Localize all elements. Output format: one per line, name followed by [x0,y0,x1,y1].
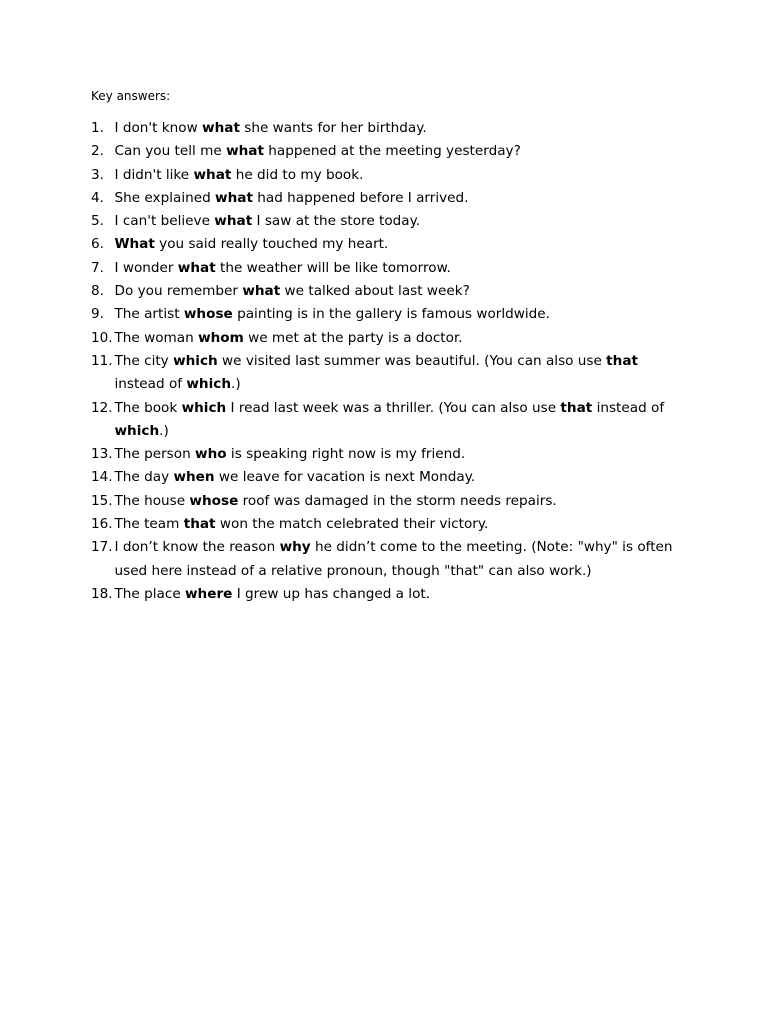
answer-text [115,350,682,397]
answer-text [115,187,682,210]
answer-text-segment: the weather will be like tomorrow. [215,259,451,276]
answer-text-segment: she wants for her birthday. [239,120,427,136]
answer-text-segment: She explained [114,189,216,206]
answer-text-segment: instead of [592,399,665,416]
answer-item [91,117,681,140]
answer-item [91,583,681,606]
answer-keyword: that [183,516,216,533]
answer-keyword: what [215,189,253,206]
answer-number: 15. [91,492,113,509]
answer-text-segment: I don't know [114,120,203,136]
answer-keyword: which [186,376,232,393]
answer-item [91,233,681,256]
answer-text [115,490,682,513]
answer-text [115,233,682,256]
answer-text-segment: won the match celebrated their victory. [215,516,489,533]
answer-keyword: who [195,446,227,463]
answer-text-segment: The place [114,585,185,602]
answer-text-segment: Can you tell me [114,143,227,160]
answer-text-segment: I can't believe [114,213,215,230]
answer-keyword: which [114,422,160,439]
answer-text [115,536,682,583]
answer-number: 1. [91,120,104,136]
answer-item [91,280,681,303]
answer-text [115,513,682,536]
answer-item [91,164,681,187]
answer-keyword: which [173,352,218,369]
answer-text [115,327,682,350]
answer-number: 9. [91,306,104,323]
answer-text [115,257,682,280]
answer-text-segment: he didn’t come to the meeting. (Note: "why" is often used here instead of a relative pronoun, though "that" can also work.) [114,539,673,579]
answer-number: 12. [91,399,113,416]
answer-text-segment: The book [114,399,182,416]
answer-text-segment: we leave for vacation is next Monday. [214,469,476,486]
answer-keyword: what [214,213,253,230]
answer-item [91,187,681,210]
answer-keyword: what [202,120,240,136]
answer-number: 11. [91,352,113,369]
answer-number: 18. [91,585,113,602]
answer-text-segment: The day [114,469,174,486]
answer-text-segment: The city [114,352,174,369]
answer-text-segment: Do you remember [114,283,243,300]
answer-text-segment: happened at the meeting yesterday? [263,143,521,160]
answer-number: 6. [91,236,104,253]
answer-number: 2. [91,143,104,160]
key-answers-heading: Key answers: [91,89,171,103]
answer-text [115,583,682,606]
answer-item [91,210,681,233]
answer-text-segment: I didn't like [114,166,194,183]
answer-text [115,140,682,163]
answer-text-segment: The person [114,446,196,463]
answer-keyword: What [114,236,155,253]
answer-number: 5. [91,213,104,230]
answer-keyword: which [181,399,227,416]
answer-keyword: what [177,259,216,276]
answer-keyword: where [185,585,233,602]
answer-text-segment: .) [231,376,241,393]
answer-keyword: that [560,399,593,416]
answer-item [91,443,681,466]
answer-item [91,140,681,163]
answer-text [115,466,682,489]
answer-text-segment: The artist [114,306,184,323]
answer-text-segment: is speaking right now is my friend. [226,446,466,463]
answer-keyword: what [242,283,281,300]
answer-item [91,350,681,397]
answer-text-segment: .) [159,422,169,439]
answer-keyword: whose [183,306,233,323]
answer-keyword: why [279,539,311,556]
answer-number: 17. [91,539,113,556]
answer-text [115,280,682,303]
answer-text [115,443,682,466]
answer-item [91,397,681,444]
answer-text-segment: The house [114,492,190,509]
answer-text-segment: I don’t know the reason [114,539,280,556]
answer-number: 8. [91,283,104,300]
answer-text-segment: instead of [114,376,187,393]
answer-keyword: that [606,352,639,369]
answer-item [91,513,681,536]
answer-text-segment: I wonder [114,259,178,276]
answer-item [91,257,681,280]
answer-number: 10. [91,329,113,346]
answer-text [115,164,682,187]
answer-number: 3. [91,166,104,183]
answer-item [91,303,681,326]
answer-text-segment: we talked about last week? [280,283,470,300]
answer-text-segment: we visited last summer was beautiful. (You can also use [217,352,607,369]
answer-keyword: whom [198,329,244,346]
answer-keyword: when [173,469,215,486]
answer-keyword: what [226,143,264,160]
answer-text-segment: we met at the party is a doctor. [243,329,463,346]
answer-text-segment: he did to my book. [231,166,364,183]
answer-text [115,397,682,444]
answer-item [91,490,681,513]
answer-number: 13. [91,446,113,463]
answer-text [115,117,682,140]
answer-number: 7. [91,259,104,276]
answer-keyword: what [193,166,232,183]
answer-text-segment: The team [114,516,184,533]
answer-text-segment: I saw at the store today. [252,213,421,230]
answer-text-segment: I read last week was a thriller. (You can also use [226,399,561,416]
answer-text-segment: you said really touched my heart. [154,236,389,253]
answer-item [91,536,681,583]
answer-text [115,303,682,326]
answer-text-segment: I grew up has changed a lot. [232,585,431,602]
answer-text-segment: roof was damaged in the storm needs repairs. [238,492,557,509]
answer-item [91,327,681,350]
answer-text-segment: had happened before I arrived. [252,189,469,206]
answer-list [91,117,681,606]
answer-number: 4. [91,189,104,206]
answer-text [115,210,682,233]
answer-number: 16. [91,516,113,533]
answer-item [91,466,681,489]
answer-text-segment: The woman [114,329,199,346]
answer-text-segment: painting is in the gallery is famous worldwide. [232,306,550,323]
answer-keyword: whose [189,492,239,509]
answer-number: 14. [91,469,113,486]
